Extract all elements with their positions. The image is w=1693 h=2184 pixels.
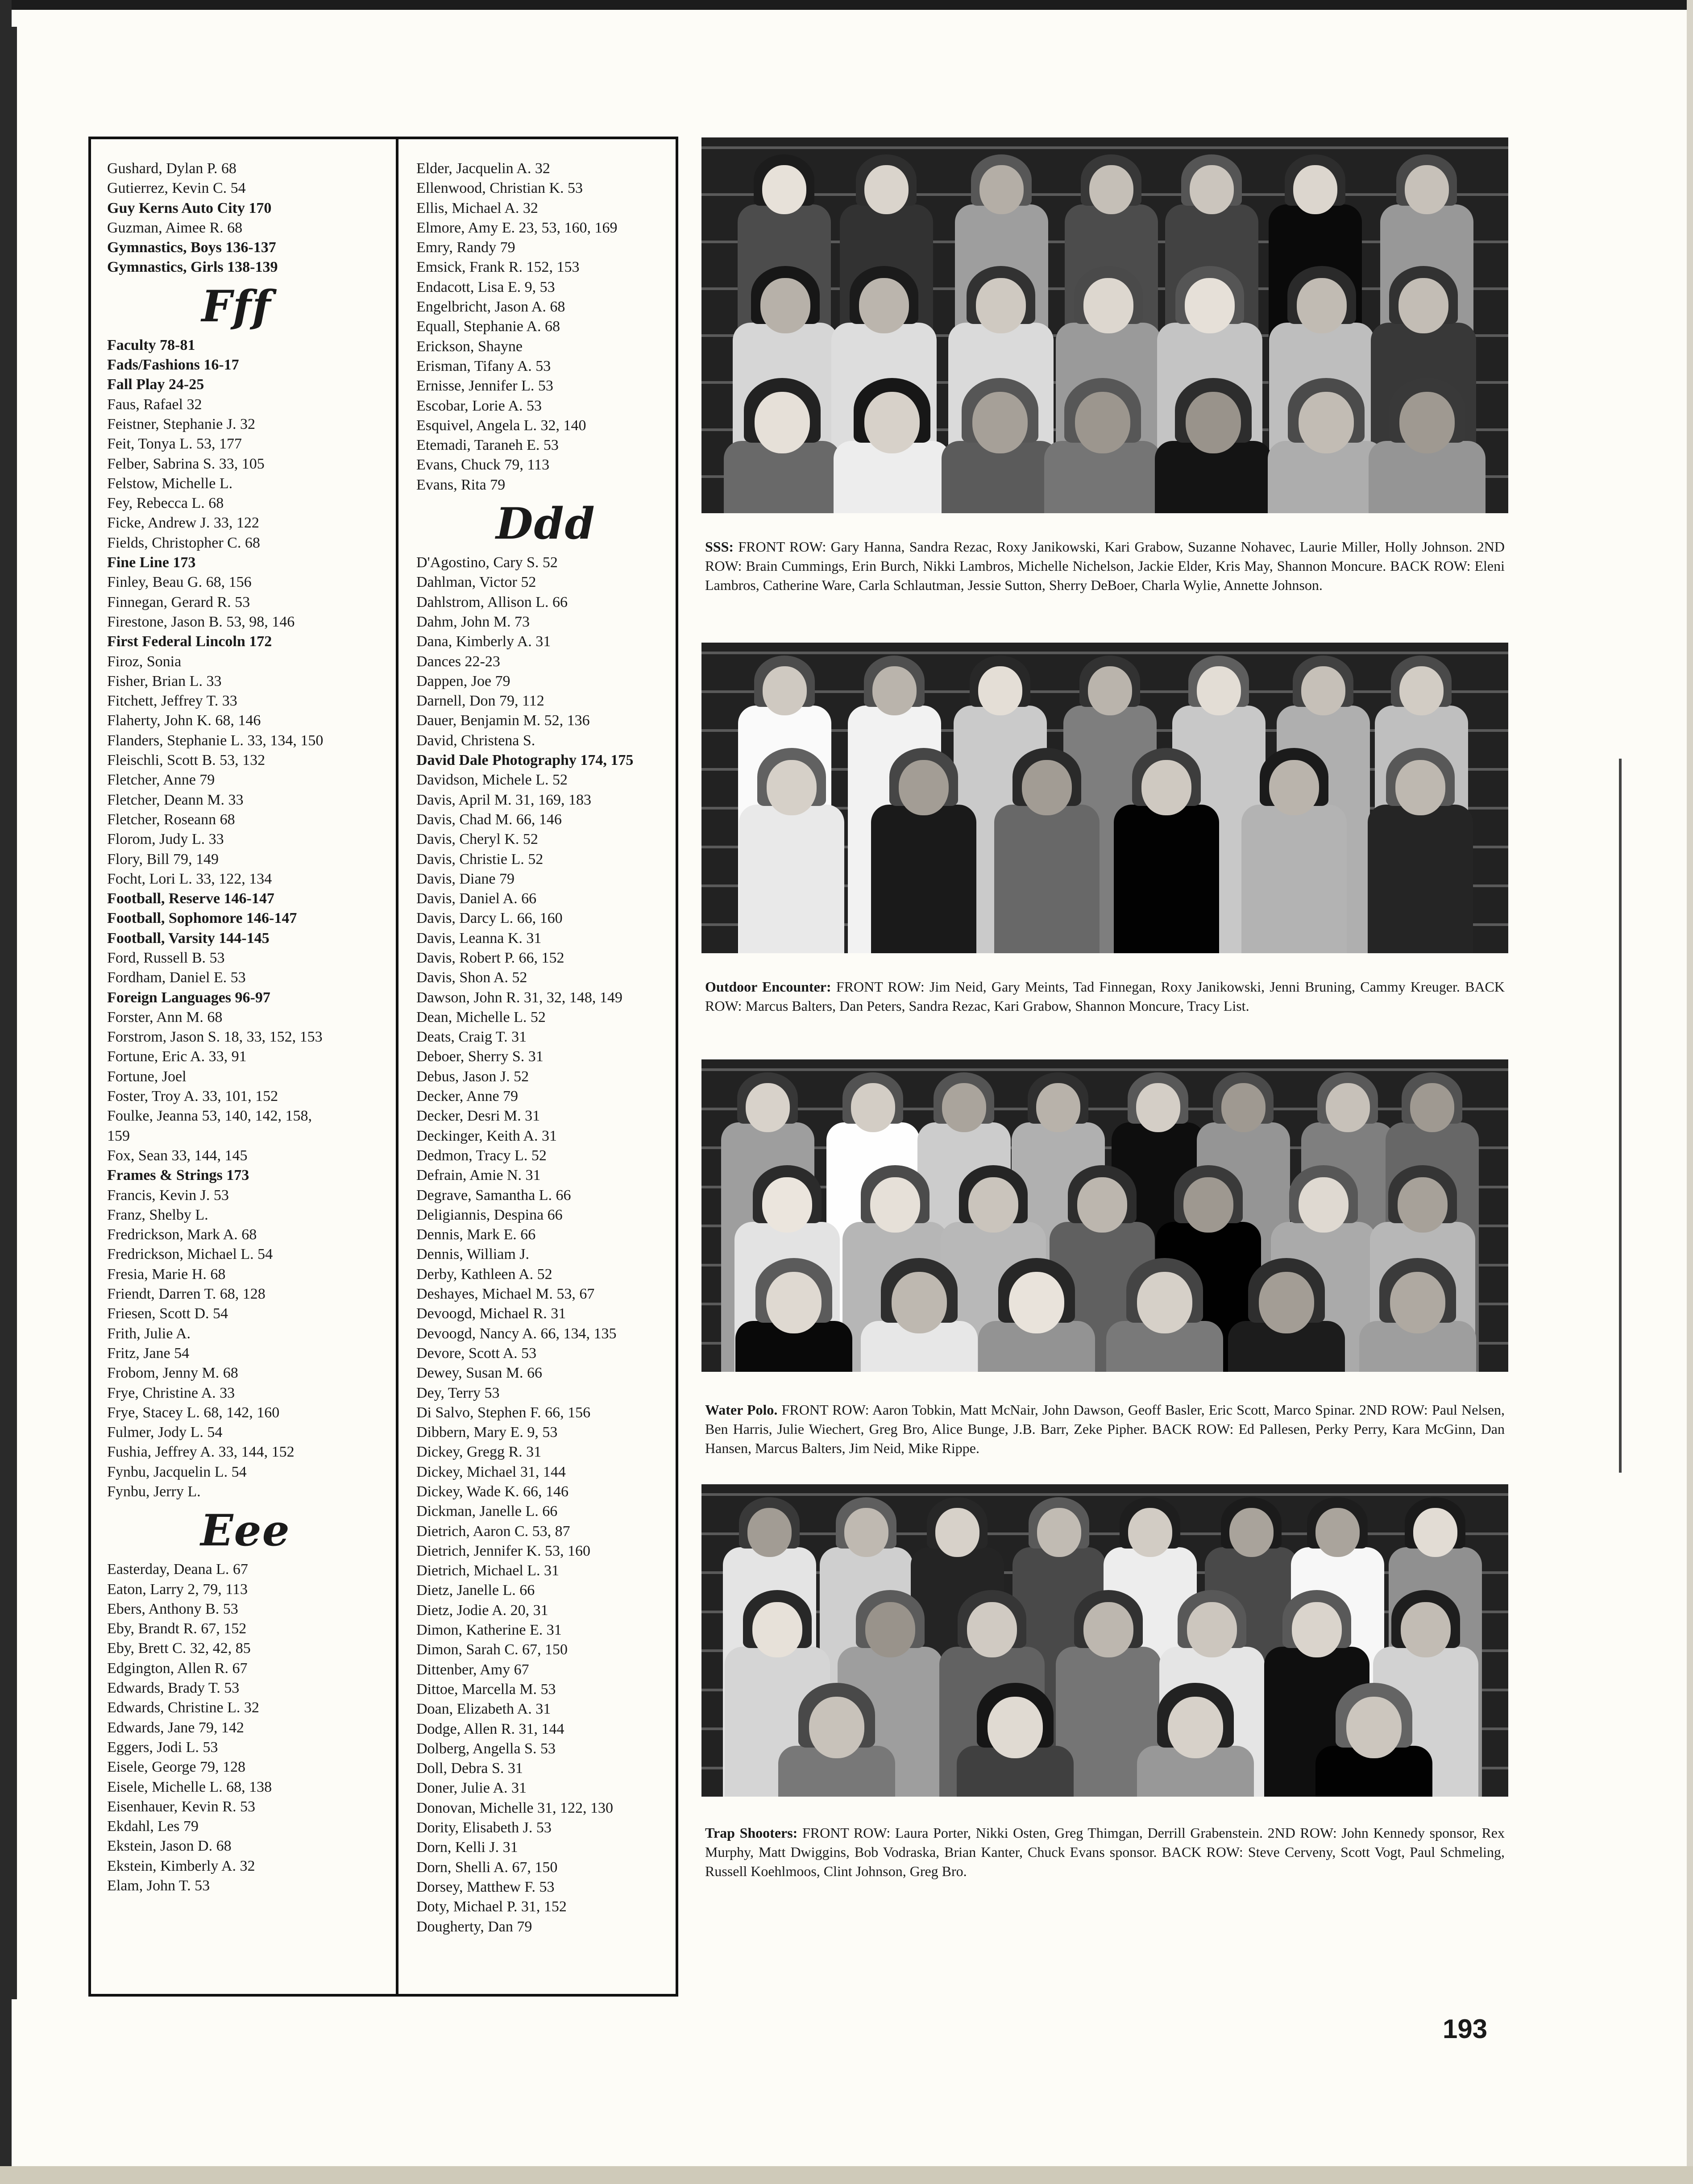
index-entry: Erisman, Tifany A. 53 (416, 357, 551, 374)
index-entry: Fredrickson, Michael L. 54 (107, 1246, 273, 1263)
index-entry: Eggers, Jodi L. 53 (107, 1739, 218, 1756)
person-body (1241, 805, 1347, 953)
index-entry: Dibbern, Mary E. 9, 53 (416, 1424, 558, 1441)
index-entry: Dittenber, Amy 67 (416, 1661, 529, 1678)
index-entry: Fitchett, Jeffrey T. 33 (107, 693, 237, 710)
person-face (1197, 666, 1241, 715)
index-entry: Flory, Bill 79, 149 (107, 851, 219, 868)
index-entry: Firoz, Sonia (107, 653, 182, 670)
index-entry: Davidson, Michele L. 52 (416, 772, 568, 789)
index-entry: Ekstein, Jason D. 68 (107, 1838, 232, 1855)
index-entry: Endacott, Lisa E. 9, 53 (416, 278, 555, 295)
index-entry: Evans, Rita 79 (416, 476, 506, 493)
caption-sss (705, 537, 1505, 595)
index-entry: Focht, Lori L. 33, 122, 134 (107, 870, 272, 887)
index-entry: Fresia, Marie H. 68 (107, 1266, 226, 1283)
index-entry: Erickson, Shayne (416, 338, 523, 355)
index-entry: Dietz, Jodie A. 20, 31 (416, 1602, 548, 1619)
person-face (1221, 1083, 1266, 1132)
index-entry: Football, Sophomore 146-147 (107, 910, 297, 927)
index-entry: Davis, Christie L. 52 (416, 851, 544, 868)
index-entry: Deboer, Sherry S. 31 (416, 1048, 544, 1065)
index-entry: Friendt, Darren T. 68, 128 (107, 1286, 266, 1303)
index-entry: Dahlstrom, Allison L. 66 (416, 594, 568, 610)
index-entry: Decker, Anne 79 (416, 1088, 519, 1105)
photo-outdoor-encounter (701, 643, 1508, 953)
index-entry: Dorn, Kelli J. 31 (416, 1839, 518, 1856)
binding-shadow (12, 27, 17, 1999)
index-entry: Dodge, Allen R. 31, 144 (416, 1720, 564, 1737)
person-face (1326, 1083, 1370, 1132)
index-entry: Dittoe, Marcella M. 53 (416, 1681, 556, 1698)
index-entry: Fushia, Jeffrey A. 33, 144, 152 (107, 1444, 295, 1461)
index-entry: Eisenhauer, Kevin R. 53 (107, 1798, 255, 1815)
photo-trap-shooters (701, 1484, 1508, 1797)
index-entry: Derby, Kathleen A. 52 (416, 1266, 552, 1283)
person-face (752, 1602, 802, 1657)
person-face (1083, 1602, 1133, 1657)
index-entry: Devoogd, Michael R. 31 (416, 1305, 566, 1322)
index-entry: Dahm, John M. 73 (416, 613, 530, 630)
index-entry: Firestone, Jason B. 53, 98, 146 (107, 613, 295, 630)
person-face (1413, 1508, 1457, 1557)
index-entry: Finnegan, Gerard R. 53 (107, 594, 250, 610)
index-entry: Davis, Diane 79 (416, 870, 515, 887)
index-entry: Ellis, Michael A. 32 (416, 199, 538, 216)
person-face (1229, 1508, 1274, 1557)
index-entry: Fox, Sean 33, 144, 145 (107, 1147, 248, 1164)
index-entry: Edwards, Brady T. 53 (107, 1680, 240, 1697)
index-entry: Doty, Michael P. 31, 152 (416, 1898, 567, 1915)
index-entry: Decker, Desri M. 31 (416, 1108, 540, 1125)
person-face (899, 760, 949, 815)
person-face (762, 1177, 812, 1233)
index-entry: 159 (107, 1127, 130, 1144)
index-entry: Fortune, Eric A. 33, 91 (107, 1048, 247, 1065)
index-entry: Equall, Stephanie A. 68 (416, 318, 560, 335)
caption-text: FRONT ROW: Gary Hanna, Sandra Rezac, Roxy Janikowski, Kari Grabow, Suzanne Nohavec, Laurie Miller, Holly Johnson. 2ND ROW: Brain Cummings, Erin Burch, Nikki Lambros, Michelle Nichelson, Jackie Elder, Kris May, Shannon Moncure. BACK ROW: Eleni Lambros, Catherine Ware, Carla Schlautman, Jessie Sutton, Sherry DeBoer, Charla Wylie, Annette Johnson. (705, 539, 1505, 593)
index-entry: Franz, Shelby L. (107, 1206, 208, 1223)
index-entry: Doan, Elizabeth A. 31 (416, 1701, 551, 1718)
index-entry: Guy Kerns Auto City 170 (107, 199, 272, 216)
index-entry: Dimon, Katherine E. 31 (416, 1622, 562, 1639)
index-entry: Dietrich, Jennifer K. 53, 160 (416, 1542, 590, 1559)
index-entry: Fall Play 24-25 (107, 376, 204, 393)
person-face (1395, 760, 1445, 815)
person-face (1399, 392, 1455, 453)
person-face (1128, 1508, 1172, 1557)
person-face (767, 760, 817, 815)
index-entry: Dolberg, Angella S. 53 (416, 1740, 556, 1757)
index-entry: Ficke, Andrew J. 33, 122 (107, 515, 259, 531)
index-entry: Easterday, Deana L. 67 (107, 1561, 248, 1578)
person-face (864, 392, 920, 453)
index-entry: Fletcher, Deann M. 33 (107, 791, 244, 808)
index-entry: Dickman, Janelle L. 66 (416, 1503, 558, 1520)
index-entry: Fletcher, Roseann 68 (107, 811, 235, 828)
person-face (746, 1083, 790, 1132)
person-face (1009, 1272, 1064, 1333)
index-entry: Dickey, Wade K. 66, 146 (416, 1483, 568, 1500)
letter-heading: Eee (200, 1505, 290, 1556)
index-entry: Dana, Kimberly A. 31 (416, 633, 551, 650)
person-face (766, 1272, 822, 1333)
person-face (1037, 1508, 1081, 1557)
index-entry: Dietz, Janelle L. 66 (416, 1582, 535, 1599)
index-entry: Dietrich, Aaron C. 53, 87 (416, 1523, 570, 1540)
index-entry: Di Salvo, Stephen F. 66, 156 (416, 1404, 591, 1421)
person-face (1299, 392, 1354, 453)
index-entry: Feit, Tonya L. 53, 177 (107, 436, 242, 453)
person-face (1259, 1272, 1314, 1333)
index-entry: Dennis, Mark E. 66 (416, 1226, 536, 1243)
index-entry: Dennis, William J. (416, 1246, 529, 1263)
index-entry: Fey, Rebecca L. 68 (107, 495, 224, 512)
index-entry: Eaton, Larry 2, 79, 113 (107, 1581, 248, 1598)
index-entry: Dorsey, Matthew F. 53 (416, 1878, 555, 1895)
index-entry: Ebers, Anthony B. 53 (107, 1600, 238, 1617)
photo-sss (701, 137, 1508, 513)
index-entry: Foulke, Jeanna 53, 140, 142, 158, (107, 1108, 312, 1125)
person-face (1075, 392, 1130, 453)
index-entry: Finley, Beau G. 68, 156 (107, 574, 252, 591)
person-face (1077, 1177, 1127, 1233)
index-entry: Doll, Debra S. 31 (416, 1760, 523, 1777)
index-entry: Defrain, Amie N. 31 (416, 1167, 541, 1184)
person-face (1315, 1508, 1360, 1557)
index-entry: Davis, Chad M. 66, 146 (416, 811, 562, 828)
person-face (1292, 1602, 1342, 1657)
index-entry: Frye, Stacey L. 68, 142, 160 (107, 1404, 280, 1421)
person-body (994, 805, 1100, 953)
bleacher-stripe (701, 1108, 1508, 1110)
index-entry: David, Christena S. (416, 732, 535, 749)
index-entry: Frye, Christine A. 33 (107, 1384, 235, 1401)
index-entry: Davis, Leanna K. 31 (416, 930, 542, 947)
index-entry: Faus, Rafael 32 (107, 396, 202, 413)
index-entry: Faculty 78-81 (107, 336, 195, 353)
person-face (1346, 1697, 1402, 1758)
index-entry: Feistner, Stephanie J. 32 (107, 415, 255, 432)
page-edge-bottom (0, 2166, 1693, 2184)
index-entry: Devoogd, Nancy A. 66, 134, 135 (416, 1325, 617, 1342)
person-face (1299, 1177, 1349, 1233)
page-edge-left (0, 0, 12, 2184)
index-entry: Fredrickson, Mark A. 68 (107, 1226, 257, 1243)
index-entry: Dances 22-23 (416, 653, 500, 670)
person-face (1089, 165, 1133, 214)
person-face (870, 1177, 920, 1233)
index-entry: Dauer, Benjamin M. 52, 136 (416, 712, 590, 729)
index-entry: Emry, Randy 79 (416, 239, 515, 256)
index-entry: Fads/Fashions 16-17 (107, 357, 239, 374)
caption-label: SSS: (705, 539, 734, 555)
index-column-left (107, 159, 384, 1896)
caption-text: FRONT ROW: Aaron Tobkin, Matt McNair, John Dawson, Geoff Basler, Eric Scott, Marco Spinar. 2ND ROW: Paul Nelsen, Ben Harris, Julie Wiechert, Greg Bro, Alice Bunge, J.B. Barr, Zeke Pipher. BACK ROW: Ed Pallesen, Perky Perry, Kara McGinn, Dan Hansen, Marcus Balters, Jim Neid, Mike Rippe. (705, 1402, 1505, 1456)
index-entry: Deats, Craig T. 31 (416, 1029, 527, 1046)
index-entry: Gushard, Dylan P. 68 (107, 160, 237, 177)
caption-text: FRONT ROW: Jim Neid, Gary Meints, Tad Finnegan, Roxy Janikowski, Jenni Bruning, Cammy Kreuger. BACK ROW: Marcus Balters, Dan Peters, Sandra Rezac, Kari Grabow, Shannon Moncure, Tracy List. (705, 979, 1505, 1014)
caption-trap-shooters (705, 1823, 1505, 1881)
index-entry: Eisele, Michelle L. 68, 138 (107, 1778, 272, 1795)
person-face (755, 392, 810, 453)
index-entry: Fynbu, Jacquelin L. 54 (107, 1463, 247, 1480)
person-face (1269, 760, 1319, 815)
person-body (739, 805, 844, 953)
index-entry: Ekdahl, Les 79 (107, 1818, 199, 1835)
index-entry: Fleischli, Scott B. 53, 132 (107, 752, 266, 769)
bleacher-stripe (701, 1532, 1508, 1535)
index-entry: Flaherty, John K. 68, 146 (107, 712, 261, 729)
index-entry: Eisele, George 79, 128 (107, 1759, 246, 1776)
person-face (1410, 1083, 1454, 1132)
person-face (942, 1083, 986, 1132)
person-face (762, 165, 806, 214)
person-face (1187, 1602, 1237, 1657)
person-face (972, 392, 1028, 453)
index-entry: Davis, Daniel A. 66 (416, 890, 537, 907)
person-face (809, 1697, 864, 1758)
person-face (1405, 165, 1449, 214)
person-face (1399, 666, 1444, 715)
person-face (1136, 1083, 1180, 1132)
caption-label: Outdoor Encounter: (705, 979, 831, 995)
caption-water-polo (705, 1400, 1505, 1458)
person-face (1141, 760, 1191, 815)
index-entry: Frames & Strings 173 (107, 1167, 249, 1184)
caption-label: Trap Shooters: (705, 1825, 798, 1841)
person-face (1185, 278, 1235, 333)
index-column-divider (396, 137, 398, 1997)
index-entry: Ekstein, Kimberly A. 32 (107, 1857, 255, 1874)
index-entry: Dewey, Susan M. 66 (416, 1365, 543, 1382)
index-entry: Dean, Michelle L. 52 (416, 1009, 546, 1026)
index-entry: Guzman, Aimee R. 68 (107, 219, 243, 236)
index-entry: Dietrich, Michael L. 31 (416, 1562, 560, 1579)
index-entry: Davis, Darcy L. 66, 160 (416, 910, 563, 927)
index-entry: Fine Line 173 (107, 554, 196, 571)
index-entry: Frobom, Jenny M. 68 (107, 1365, 238, 1382)
index-entry: Fritz, Jane 54 (107, 1345, 190, 1362)
caption-outdoor-encounter (705, 977, 1505, 1016)
index-entry: David Dale Photography 174, 175 (416, 752, 634, 769)
index-entry: First Federal Lincoln 172 (107, 633, 272, 650)
person-face (1183, 1177, 1233, 1233)
index-entry: Ellenwood, Christian K. 53 (416, 180, 583, 197)
person-face (968, 1177, 1018, 1233)
photo-water-polo (701, 1059, 1508, 1372)
index-entry: Flanders, Stephanie L. 33, 134, 150 (107, 732, 324, 749)
index-entry: Fulmer, Jody L. 54 (107, 1424, 223, 1441)
index-entry: Deckinger, Keith A. 31 (416, 1127, 557, 1144)
index-entry: Degrave, Samantha L. 66 (416, 1187, 571, 1204)
person-face (1401, 1602, 1451, 1657)
index-entry: Engelbricht, Jason A. 68 (416, 299, 565, 316)
index-entry: Esquivel, Angela L. 32, 140 (416, 417, 586, 434)
bleacher-stripe (701, 652, 1508, 654)
person-face (1088, 666, 1132, 715)
person-face (979, 165, 1024, 214)
person-face (976, 278, 1026, 333)
index-entry: Gymnastics, Boys 136-137 (107, 239, 276, 256)
index-entry: Fletcher, Anne 79 (107, 772, 215, 789)
person-face (1186, 392, 1241, 453)
margin-mark (1619, 759, 1622, 1473)
index-entry: Dahlman, Victor 52 (416, 574, 536, 591)
person-face (760, 278, 810, 333)
person-face (967, 1602, 1017, 1657)
index-entry: Evans, Chuck 79, 113 (416, 457, 550, 473)
person-face (1190, 165, 1234, 214)
person-face (864, 165, 909, 214)
index-entry: Foreign Languages 96-97 (107, 989, 270, 1006)
index-entry: Etemadi, Taraneh E. 53 (416, 437, 559, 454)
index-entry: Dority, Elisabeth J. 53 (416, 1819, 552, 1836)
index-entry: Ernisse, Jennifer L. 53 (416, 378, 553, 394)
index-entry: Emsick, Frank R. 152, 153 (416, 259, 580, 276)
index-entry: Eby, Brandt R. 67, 152 (107, 1620, 247, 1637)
index-entry: Darnell, Don 79, 112 (416, 693, 544, 710)
index-entry: Dedmon, Tracy L. 52 (416, 1147, 547, 1164)
person-face (1168, 1697, 1223, 1758)
person-face (1390, 1272, 1445, 1333)
bleacher-stripe (701, 1493, 1508, 1496)
index-entry: Forster, Ann M. 68 (107, 1009, 223, 1026)
person-body (1368, 805, 1473, 953)
index-entry: Davis, Robert P. 66, 152 (416, 949, 564, 966)
index-entry: Dappen, Joe 79 (416, 673, 510, 689)
person-face (1137, 1272, 1192, 1333)
page-edge-right (1687, 0, 1693, 2184)
index-entry: Fisher, Brian L. 33 (107, 673, 222, 689)
person-body (871, 805, 976, 953)
index-entry: Davis, Cheryl K. 52 (416, 831, 538, 848)
person-face (978, 666, 1022, 715)
index-entry: Florom, Judy L. 33 (107, 831, 224, 848)
person-face (1398, 278, 1448, 333)
index-entry: D'Agostino, Cary S. 52 (416, 554, 558, 571)
person-face (1022, 760, 1072, 815)
index-entry: Deligiannis, Despina 66 (416, 1206, 563, 1223)
index-entry: Edwards, Jane 79, 142 (107, 1719, 244, 1736)
person-face (935, 1508, 979, 1557)
index-entry: Deshayes, Michael M. 53, 67 (416, 1286, 595, 1303)
caption-text: FRONT ROW: Laura Porter, Nikki Osten, Greg Thimgan, Derrill Grabenstein. 2ND ROW: John Kennedy sponsor, Rex Murphy, Matt Dwiggins, Bob Vodraska, Brian Kanter, Chuck Evans sponsor. BACK ROW: Steve Cerveny, Scott Vogt, Paul Schmeling, Russell Koehlmoos, Clint Johnson, Greg Bro. (705, 1825, 1505, 1879)
index-entry: Football, Reserve 146-147 (107, 890, 274, 907)
person-body (1114, 805, 1219, 953)
person-face (892, 1272, 947, 1333)
index-entry: Friesen, Scott D. 54 (107, 1305, 228, 1322)
index-entry: Elmore, Amy E. 23, 53, 160, 169 (416, 219, 618, 236)
bleacher-stripe (701, 146, 1508, 149)
index-entry: Dawson, John R. 31, 32, 148, 149 (416, 989, 622, 1006)
index-entry: Ford, Russell B. 53 (107, 949, 225, 966)
caption-label: Water Polo. (705, 1402, 778, 1418)
person-face (844, 1508, 888, 1557)
index-entry: Fields, Christopher C. 68 (107, 534, 260, 551)
index-entry: Foster, Troy A. 33, 101, 152 (107, 1088, 278, 1105)
index-entry: Gutierrez, Kevin C. 54 (107, 180, 246, 197)
person-face (1083, 278, 1133, 333)
index-entry: Elam, John T. 53 (107, 1877, 210, 1894)
index-entry: Dickey, Gregg R. 31 (416, 1444, 542, 1461)
index-entry: Forstrom, Jason S. 18, 33, 152, 153 (107, 1029, 323, 1046)
index-entry: Devore, Scott A. 53 (416, 1345, 537, 1362)
index-entry: Edwards, Christine L. 32 (107, 1699, 259, 1716)
person-face (865, 1602, 915, 1657)
person-face (763, 666, 807, 715)
letter-heading: Fff (201, 281, 272, 332)
index-entry: Dougherty, Dan 79 (416, 1918, 532, 1935)
index-entry: Football, Varsity 144-145 (107, 930, 270, 947)
index-entry: Felstow, Michelle L. (107, 475, 233, 492)
index-entry: Doner, Julie A. 31 (416, 1780, 527, 1797)
index-entry: Felber, Sabrina S. 33, 105 (107, 455, 265, 472)
person-face (988, 1697, 1043, 1758)
person-face (747, 1508, 792, 1557)
index-entry: Donovan, Michelle 31, 122, 130 (416, 1799, 613, 1816)
index-entry: Escobar, Lorie A. 53 (416, 397, 542, 414)
index-column-right (416, 159, 675, 1937)
person-face (1036, 1083, 1080, 1132)
index-entry: Edgington, Allen R. 67 (107, 1660, 248, 1677)
index-entry: Dimon, Sarah C. 67, 150 (416, 1641, 568, 1658)
person-face (1398, 1177, 1448, 1233)
letter-heading: Ddd (496, 498, 596, 549)
person-face (872, 666, 917, 715)
index-entry: Fordham, Daniel E. 53 (107, 969, 246, 986)
index-entry: Eby, Brett C. 32, 42, 85 (107, 1640, 251, 1657)
bleacher-stripe (701, 1068, 1508, 1071)
index-entry: Frith, Julie A. (107, 1325, 191, 1342)
index-entry: Gymnastics, Girls 138-139 (107, 259, 278, 276)
index-entry: Fortune, Joel (107, 1068, 187, 1085)
index-entry: Elder, Jacquelin A. 32 (416, 160, 550, 177)
index-entry: Dickey, Michael 31, 144 (416, 1463, 566, 1480)
person-face (1293, 165, 1337, 214)
index-entry: Dorn, Shelli A. 67, 150 (416, 1859, 558, 1876)
page-edge-top (0, 0, 1693, 10)
index-entry: Davis, Shon A. 52 (416, 969, 527, 986)
index-entry: Francis, Kevin J. 53 (107, 1187, 229, 1204)
index-entry: Fynbu, Jerry L. (107, 1483, 201, 1500)
person-face (859, 278, 909, 333)
person-face (1297, 278, 1347, 333)
index-entry: Debus, Jason J. 52 (416, 1068, 529, 1085)
index-entry: Dey, Terry 53 (416, 1384, 500, 1401)
index-entry: Davis, April M. 31, 169, 183 (416, 791, 591, 808)
person-face (851, 1083, 895, 1132)
person-face (1301, 666, 1345, 715)
page-number: 193 (1443, 2014, 1488, 2044)
